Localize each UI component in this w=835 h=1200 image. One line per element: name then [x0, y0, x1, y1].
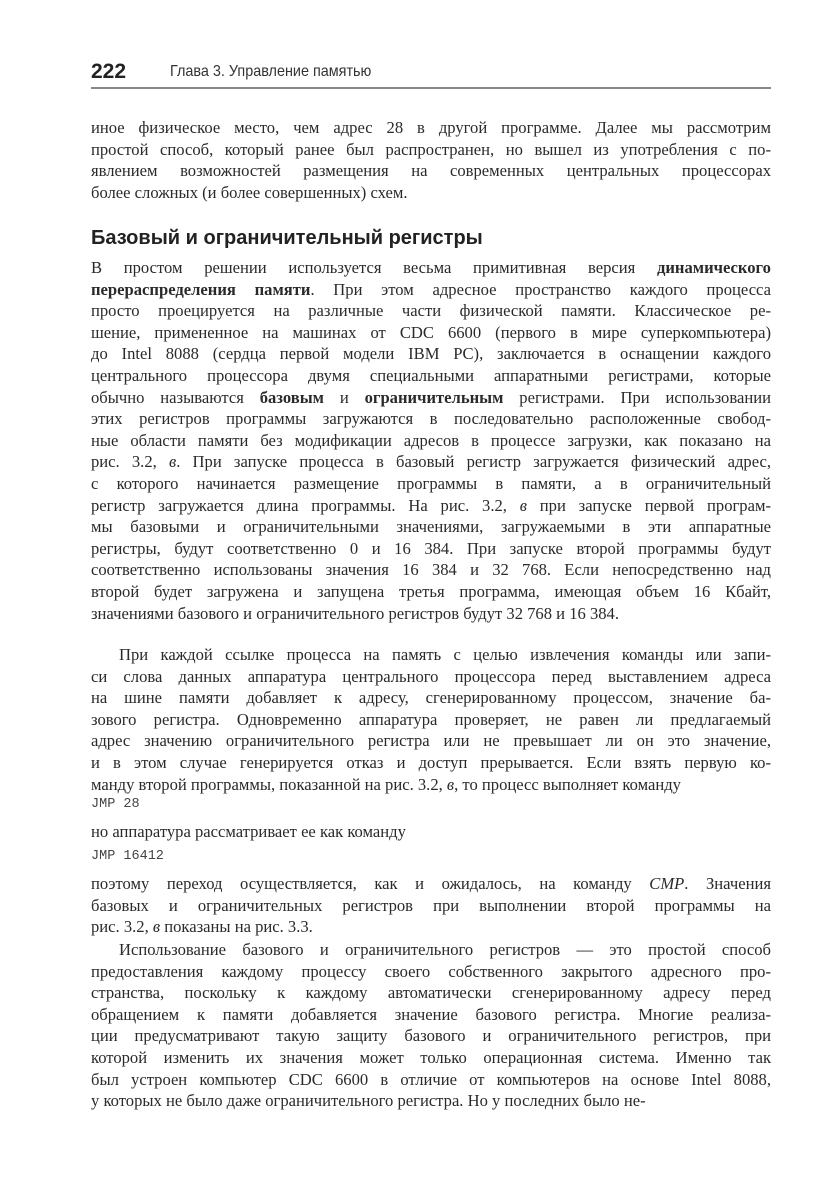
text-line — [91, 343, 771, 365]
text-line — [91, 160, 771, 182]
text-segment: поэтому переход осуществляется, как и ожидалось, на команду — [91, 874, 650, 893]
text-line — [91, 279, 771, 301]
text-segment: . При этом адресное пространство каждого процесса — [310, 279, 771, 299]
text-line — [91, 495, 771, 517]
text-line — [91, 1047, 771, 1069]
text-segment: обращением к памяти добавляется значение базового регистра. Многие реализа- — [91, 1004, 771, 1024]
section-heading: Базовый и ограничительный регистры — [91, 227, 483, 249]
text-line — [91, 603, 771, 625]
text-line — [91, 365, 771, 387]
text-segment: странства, поскольку к каждому автоматически сгенерированному адресу перед — [91, 983, 771, 1003]
paragraph-hardware-command — [91, 821, 771, 843]
text-line — [91, 821, 771, 843]
text-segment: соответственно использованы значения 16 384 и 32 768. Если непосредственно над — [91, 560, 771, 580]
text-segment: более сложных (и более совершенных) схем. — [91, 182, 408, 202]
bold-term: динамического — [656, 258, 771, 277]
bold-term: базовым — [259, 387, 324, 407]
text-segment: рис. 3.2, — [91, 452, 169, 472]
text-segment: при запуске первой програм- — [526, 495, 771, 515]
text-line — [91, 666, 771, 688]
text-segment: адрес значению ограничительного регистра или не превышает ли он это значение, — [91, 731, 771, 751]
bold-term: ограничительным — [364, 387, 504, 407]
text-segment: явлением возможностей размещения на современных центральных процессорах — [91, 161, 771, 181]
bold-term: перераспределения памяти — [91, 279, 311, 299]
text-line — [91, 644, 771, 666]
text-line — [91, 709, 771, 731]
text-segment: шение, примененное на машинах от CDC 6600 (первого в мире суперкомпьютера) — [91, 322, 771, 342]
text-segment: регистры, будут соответственно 0 и 16 384. При запуске второй программы будут — [91, 538, 771, 558]
text-segment: на шине памяти добавляет к адресу, сгенерированному процессом, значение ба- — [91, 688, 771, 708]
text-line — [91, 538, 771, 560]
italic-text: в — [152, 917, 161, 937]
text-segment: манду второй программы, показанной на рис. 3.2, — [91, 774, 447, 794]
text-line — [91, 139, 771, 161]
text-line — [91, 387, 771, 409]
text-segment: зового регистра. Одновременно аппаратура проверяет, не равен ли предлагаемый — [91, 709, 771, 729]
text-segment: В простом решении используется весьма примитивная версия — [91, 258, 657, 277]
text-line — [91, 473, 771, 495]
text-segment: центрального процессора двумя специальными аппаратными регистрами, которые — [91, 365, 771, 385]
text-line — [91, 300, 771, 322]
text-line — [91, 516, 771, 538]
text-line — [91, 730, 771, 752]
text-segment: значениями базового и ограничительного регистров будут 32 768 и 16 384. — [91, 603, 619, 623]
text-segment: простой способ, который ранее был распространен, но вышел из употребления с по- — [91, 139, 771, 159]
text-line — [91, 117, 771, 139]
text-line — [91, 873, 771, 895]
text-segment: и в этом случае генерируется отказ и доступ прерывается. Если взять первую ко- — [91, 752, 771, 772]
text-segment: этих регистров программы загружаются в последовательно расположенные свобод- — [91, 409, 771, 429]
text-line — [91, 182, 771, 204]
text-segment: предоставления каждому процессу своего собственного закрытого адресного про- — [91, 961, 771, 981]
text-line — [91, 581, 771, 603]
code-jmp-28: JMP 28 — [91, 797, 140, 812]
text-segment: с которого начинается размещение программы в памяти, а в ограничительный — [91, 473, 771, 493]
text-segment: . При запуске процесса в базовый регистр загружается физический адрес, — [176, 452, 771, 472]
text-segment: регистр загружается длина программы. На рис. 3.2, — [91, 495, 520, 515]
italic-text: в — [168, 452, 177, 472]
italic-text: в — [446, 774, 455, 794]
paragraph-memory-reference — [91, 644, 771, 795]
text-segment: у которых не было даже ограничительного регистра. Но у последних было не- — [91, 1091, 646, 1111]
text-line — [91, 322, 771, 344]
text-line — [91, 1004, 771, 1026]
header-rule — [91, 87, 771, 89]
paragraph-protection — [91, 939, 771, 1112]
code-jmp-16412: JMP 16412 — [91, 849, 164, 864]
text-segment: Использование базового и ограничительного регистров — это простой способ — [119, 940, 771, 959]
text-segment: ные области памяти без модификации адресов в процессе загрузки, как показано на — [91, 430, 771, 450]
italic-text: в — [519, 495, 527, 515]
text-segment: ции предусматривают такую защиту базового и ограничительного регистров, при — [91, 1026, 771, 1046]
text-segment: . Значения — [684, 874, 771, 893]
text-segment: , то процесс выполняет команду — [454, 774, 681, 794]
text-line — [91, 430, 771, 452]
text-segment: обычно называются — [91, 387, 260, 407]
text-segment: регистрами. При использовании — [503, 387, 771, 407]
text-segment: рис. 3.2, — [91, 917, 153, 937]
paragraph-jump-cmp — [91, 873, 771, 938]
text-segment: си слова данных аппаратура центрального процессора перед выставлением адреса — [91, 666, 771, 686]
text-line — [91, 257, 771, 279]
text-line — [91, 559, 771, 581]
text-line — [91, 961, 771, 983]
text-line — [91, 939, 771, 961]
text-line — [91, 687, 771, 709]
text-segment: просто проецируется на различные части физической памяти. Классическое ре- — [91, 301, 771, 321]
text-segment: мы базовыми и ограничительными значениями, загружаемыми в эти аппаратные — [91, 517, 771, 537]
text-segment: но аппаратура рассматривает ее как команду — [91, 822, 406, 841]
text-segment: базовых и ограничительных регистров при выполнении второй программы на — [91, 895, 771, 915]
text-line — [91, 1025, 771, 1047]
text-segment: был устроен компьютер CDC 6600 в отличие от компьютеров на основе Intel 8088, — [91, 1069, 771, 1089]
text-segment: иное физическое место, чем адрес 28 в другой программе. Далее мы рассмотрим — [91, 118, 771, 137]
text-line — [91, 1069, 771, 1091]
paragraph-intro — [91, 117, 771, 203]
paragraph-base-limit — [91, 257, 771, 624]
text-line — [91, 451, 771, 473]
text-segment: до Intel 8088 (сердца первой модели IBM PC), заключается в оснащении каждого — [91, 344, 771, 364]
running-header-title: Глава 3. Управление памятью — [170, 63, 372, 80]
text-line — [91, 774, 771, 796]
page-number: 222 — [91, 60, 127, 83]
text-segment: которой изменить их значения может только операционная система. Именно так — [91, 1047, 771, 1067]
text-segment: и — [323, 387, 365, 407]
text-segment: второй будет загружена и запущена третья программа, имеющая объем 16 Кбайт, — [91, 581, 771, 601]
text-line — [91, 916, 771, 938]
text-segment: показаны на рис. 3.3. — [160, 917, 313, 937]
text-line — [91, 1090, 771, 1112]
text-line — [91, 982, 771, 1004]
text-line — [91, 408, 771, 430]
text-segment: При каждой ссылке процесса на память с целью извлечения команды или запи- — [119, 645, 771, 664]
italic-text: CMP — [649, 874, 685, 893]
text-line — [91, 752, 771, 774]
text-line — [91, 895, 771, 917]
